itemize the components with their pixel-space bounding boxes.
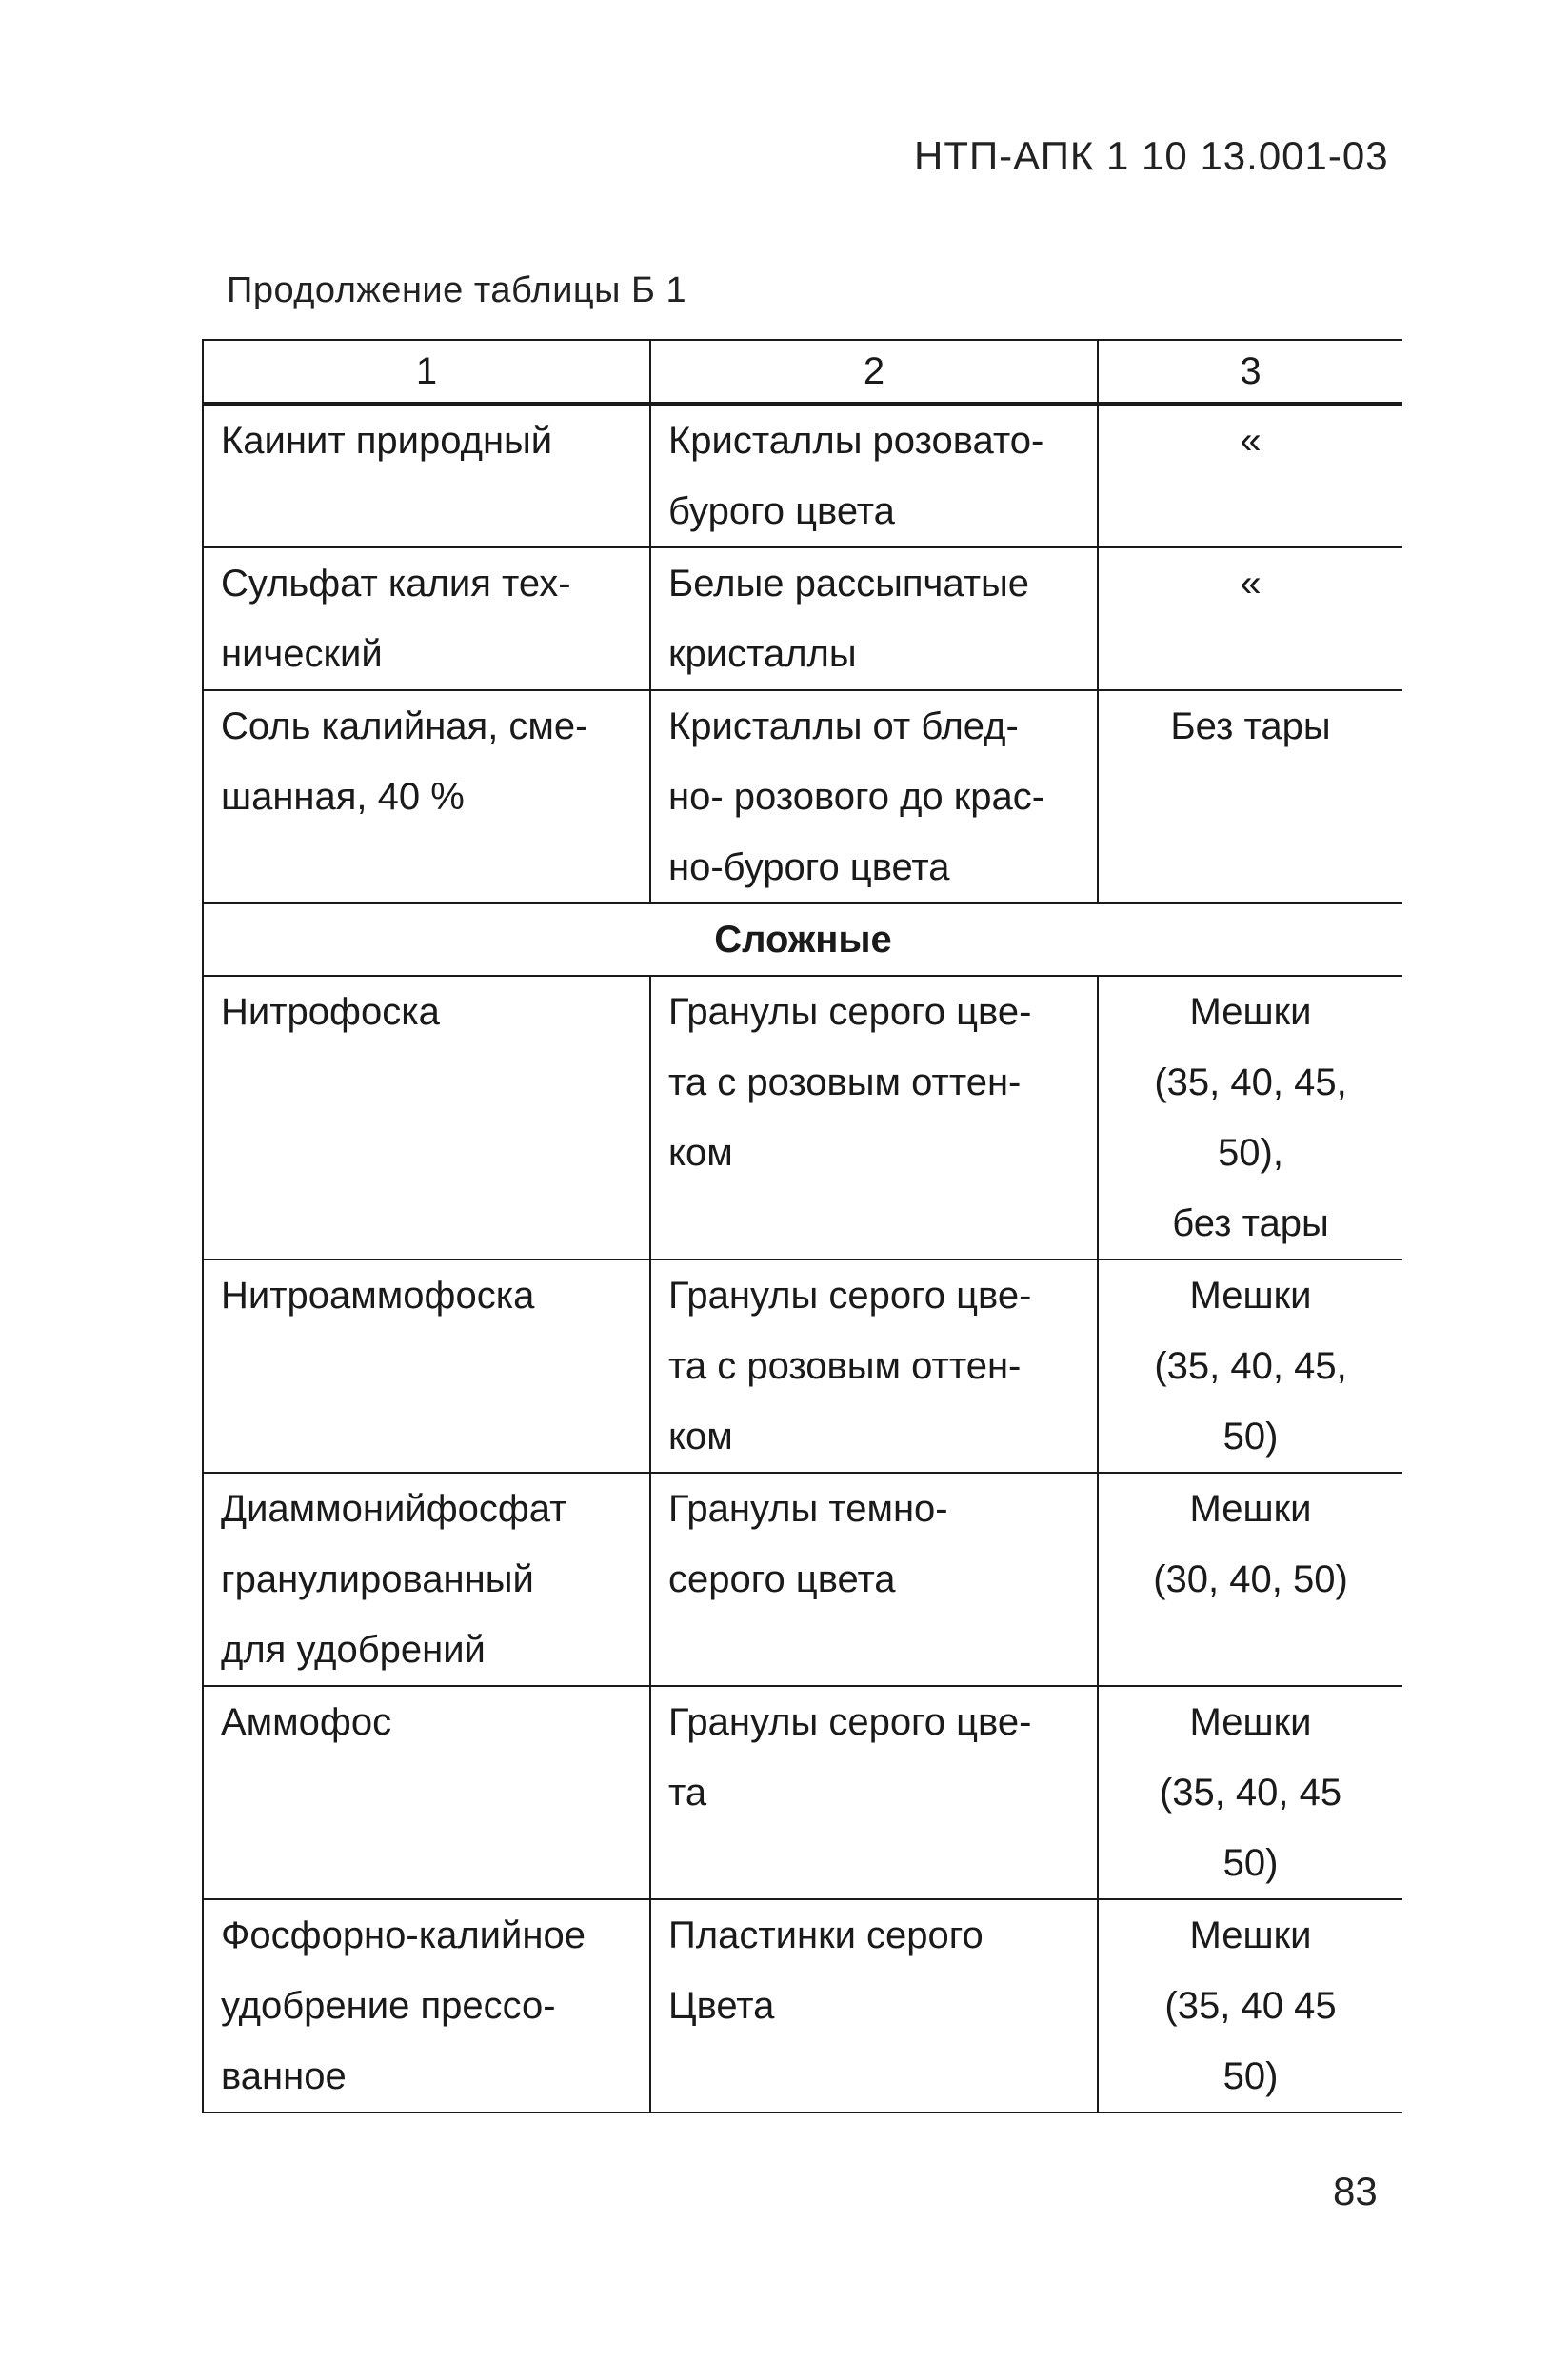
packaging-cell: «: [1098, 404, 1402, 547]
description-cell: Гранулы серого цве- та с розовым оттен- ком: [650, 1259, 1098, 1473]
table-row: [203, 690, 1402, 903]
table-row: [203, 1259, 1402, 1473]
description-cell: Белые рассыпчатые кристаллы: [650, 547, 1098, 690]
fertilizer-name-cell: Нитрофоска: [203, 976, 650, 1259]
packaging-cell: Мешки (35, 40 45 50): [1098, 1899, 1402, 2112]
column-number-row: [203, 340, 1402, 404]
table-row: [203, 976, 1402, 1259]
fertilizer-name-cell: Аммофос: [203, 1686, 650, 1899]
fertilizer-name-cell: Сульфат калия тех- нический: [203, 547, 650, 690]
section-title: Сложные: [203, 903, 1402, 976]
section-header-row: [203, 903, 1402, 976]
packaging-cell: «: [1098, 547, 1402, 690]
packaging-cell: Мешки (30, 40, 50): [1098, 1473, 1402, 1686]
packaging-cell: Мешки (35, 40, 45 50): [1098, 1686, 1402, 1899]
description-cell: Гранулы серого цве- та: [650, 1686, 1098, 1899]
document-code: НТП-АПК 1 10 13.001-03: [914, 133, 1389, 178]
fertilizer-name-cell: Фосфорно-калийное удобрение прессо- ванное: [203, 1899, 650, 2112]
description-cell: Кристаллы от блед- но- розового до крас- но-бурого цвета: [650, 690, 1098, 903]
fertilizer-name-cell: Диаммонийфосфат гранулированный для удобрений: [203, 1473, 650, 1686]
fertilizer-name-cell: Соль калийная, сме- шанная, 40 %: [203, 690, 650, 903]
description-cell: Гранулы серого цве- та с розовым оттен- ком: [650, 976, 1098, 1259]
packaging-cell: Без тары: [1098, 690, 1402, 903]
fertilizer-name-cell: Каинит природный: [203, 404, 650, 547]
fertilizer-table: [202, 339, 1402, 2113]
column-number: 3: [1098, 340, 1402, 404]
table-row: [203, 1899, 1402, 2112]
packaging-cell: Мешки (35, 40, 45, 50): [1098, 1259, 1402, 1473]
column-number: 2: [650, 340, 1098, 404]
description-cell: Пластинки серого Цвета: [650, 1899, 1098, 2112]
table-row: [203, 547, 1402, 690]
fertilizer-name-cell: Нитроаммофоска: [203, 1259, 650, 1473]
table-row: [203, 1686, 1402, 1899]
packaging-cell: Мешки (35, 40, 45, 50), без тары: [1098, 976, 1402, 1259]
column-number: 1: [203, 340, 650, 404]
table-row: [203, 404, 1402, 547]
description-cell: Кристаллы розовато- бурого цвета: [650, 404, 1098, 547]
table-caption: Продолжение таблицы Б 1: [227, 270, 687, 310]
page-number: 83: [1333, 2169, 1378, 2213]
description-cell: Гранулы темно- серого цвета: [650, 1473, 1098, 1686]
table-row: [203, 1473, 1402, 1686]
